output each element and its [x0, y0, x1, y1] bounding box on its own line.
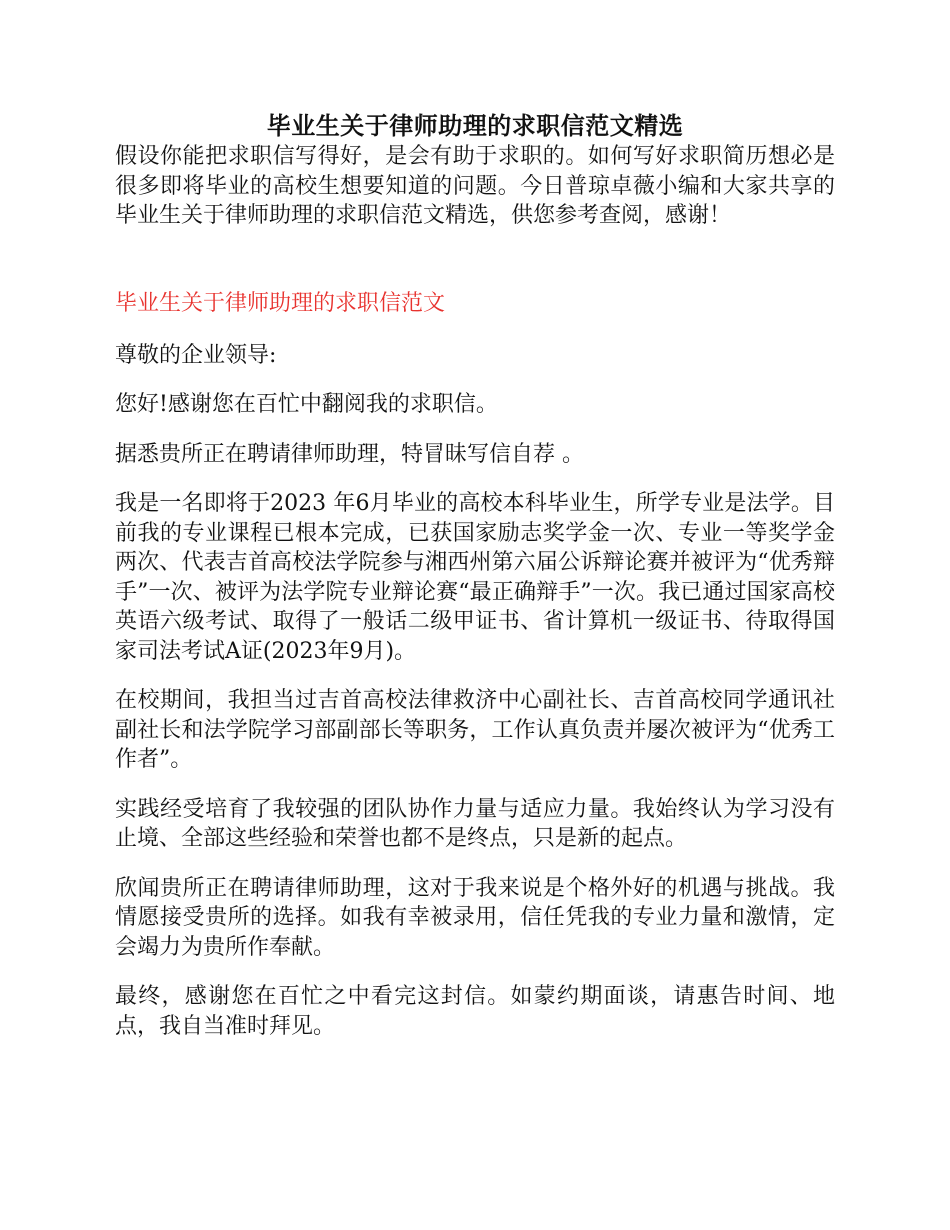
- purpose-paragraph: 据悉贵所正在聘请律师助理，特冒昧写信自荐 。: [115, 441, 584, 467]
- greeting-paragraph: 您好!感谢您在百忙中翻阅我的求职信。: [115, 392, 498, 417]
- document-title: 毕业生关于律师助理的求职信范文精选: [266, 111, 684, 140]
- campus-experience-paragraph: 在校期间，我担当过吉首高校法律救济中心副社长、吉首高校同学通讯社副社长和法学院学习部副部长等职务，工作认真负责并屡次被评为“优秀工作者”。: [115, 688, 835, 772]
- intro-paragraph: 假设你能把求职信写得好，是会有助于求职的。如何写好求职简历想必是很多即将毕业的高校生想要知道的问题。今日普琼卓薇小编和大家共享的毕业生关于律师助理的求职信范文精选，供您参考查阅，感谢！: [115, 144, 835, 228]
- section-heading: 毕业生关于律师助理的求职信范文: [115, 290, 446, 316]
- salutation: 尊敬的企业领导:: [115, 342, 277, 368]
- closing-paragraph: 最终，感谢您在百忙之中看完这封信。如蒙约期面谈，请惠告时间、地点，我自当准时拜见。: [115, 984, 835, 1039]
- practice-paragraph: 实践经受培育了我较强的团队协作力量与适应力量。我始终认为学习没有止境、全部这些经验和荣誉也都不是终点，只是新的起点。: [115, 796, 835, 851]
- motivation-paragraph: 欣闻贵所正在聘请律师助理，这对于我来说是个格外好的机遇与挑战。我情愿接受贵所的选择。如我有幸被录用，信任凭我的专业力量和激情，定会竭力为贵所作奉献。: [115, 875, 835, 960]
- document-page: [115, 110, 835, 1041]
- education-paragraph: 我是一名即将于2023 年6月毕业的高校本科毕业生，所学专业是法学。目前我的专业课程已根本完成，已获国家励志奖学金一次、专业一等奖学金两次、代表吉首高校法学院参与湘西州第六届公诉辩论赛并被评为“优秀辩手”一次、被评为法学院专业辩论赛“最正确辩手”一次。我已通过国家高校英语六级考试、取得了一般话二级甲证书、省计算机一级证书、待取得国家司法考试A证(2023年9月)。: [115, 491, 835, 664]
